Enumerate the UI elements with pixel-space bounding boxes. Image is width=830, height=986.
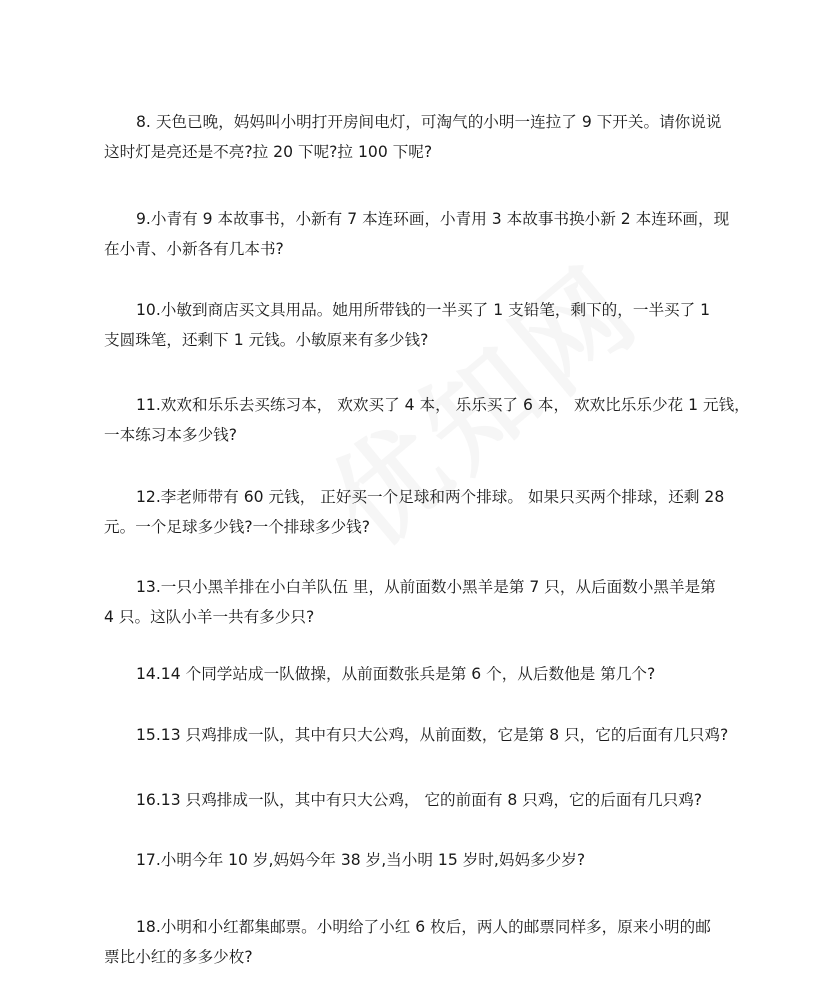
problem-line: 15.13 只鸡排成一队，其中有只大公鸡，从前面数，它是第 8 只，它的后面有几只鸡? [136, 726, 729, 744]
problem-16 [104, 785, 744, 815]
problem-line: 16.13 只鸡排成一队，其中有只大公鸡， 它的前面有 8 只鸡，它的后面有几只鸡? [136, 791, 703, 809]
problem-11 [104, 390, 750, 450]
problem-line: 这时灯是亮还是不亮?拉 20 下呢?拉 100 下呢? [104, 143, 433, 161]
problem-12 [104, 482, 744, 542]
problem-9 [104, 204, 744, 264]
problem-line: 18.小明和小红都集邮票。小明给了小红 6 枚后，两人的邮票同样多，原来小明的邮 [136, 918, 711, 936]
problem-line: 在小青、小新各有几本书? [104, 240, 284, 258]
problem-line: 13.一只小黑羊排在小白羊队伍 里，从前面数小黑羊是第 7 只，从后面数小黑羊是第 [136, 578, 716, 596]
problem-line: 11.欢欢和乐乐去买练习本， 欢欢买了 4 本， 乐乐买了 6 本， 欢欢比乐乐少花 1 元钱， [136, 396, 750, 414]
problem-15 [104, 720, 744, 750]
problem-10 [104, 295, 744, 355]
problem-line: 9.小青有 9 本故事书，小新有 7 本连环画，小青用 3 本故事书换小新 2 本连环画，现 [136, 210, 730, 228]
problem-line: 8. 天色已晚，妈妈叫小明打开房间电灯，可淘气的小明一连拉了 9 下开关。请你说说 [136, 113, 722, 131]
problem-line: 17.小明今年 10 岁,妈妈今年 38 岁,当小明 15 岁时,妈妈多少岁? [136, 851, 586, 869]
problem-line: 元。一个足球多少钱?一个排球多少钱? [104, 518, 371, 536]
problem-13 [104, 572, 744, 632]
problem-8 [104, 107, 744, 167]
problem-line: 支圆珠笔，还剩下 1 元钱。小敏原来有多少钱? [104, 331, 429, 349]
problem-line: 票比小红的多多少枚? [104, 948, 253, 966]
problem-line: 14.14 个同学站成一队做操，从前面数张兵是第 6 个，从后数他是 第几个? [136, 665, 656, 683]
problem-14 [104, 659, 744, 689]
problem-line: 一本练习本多少钱? [104, 426, 238, 444]
problem-line: 10.小敏到商店买文具用品。她用所带钱的一半买了 1 支铅笔，剩下的，一半买了 1 [136, 301, 711, 319]
problem-line: 12.李老师带有 60 元钱， 正好买一个足球和两个排球。 如果只买两个排球，还剩 28 [136, 488, 725, 506]
problem-17 [104, 845, 744, 875]
problem-18 [104, 912, 744, 972]
problem-line: 4 只。这队小羊一共有多少只? [104, 608, 315, 626]
